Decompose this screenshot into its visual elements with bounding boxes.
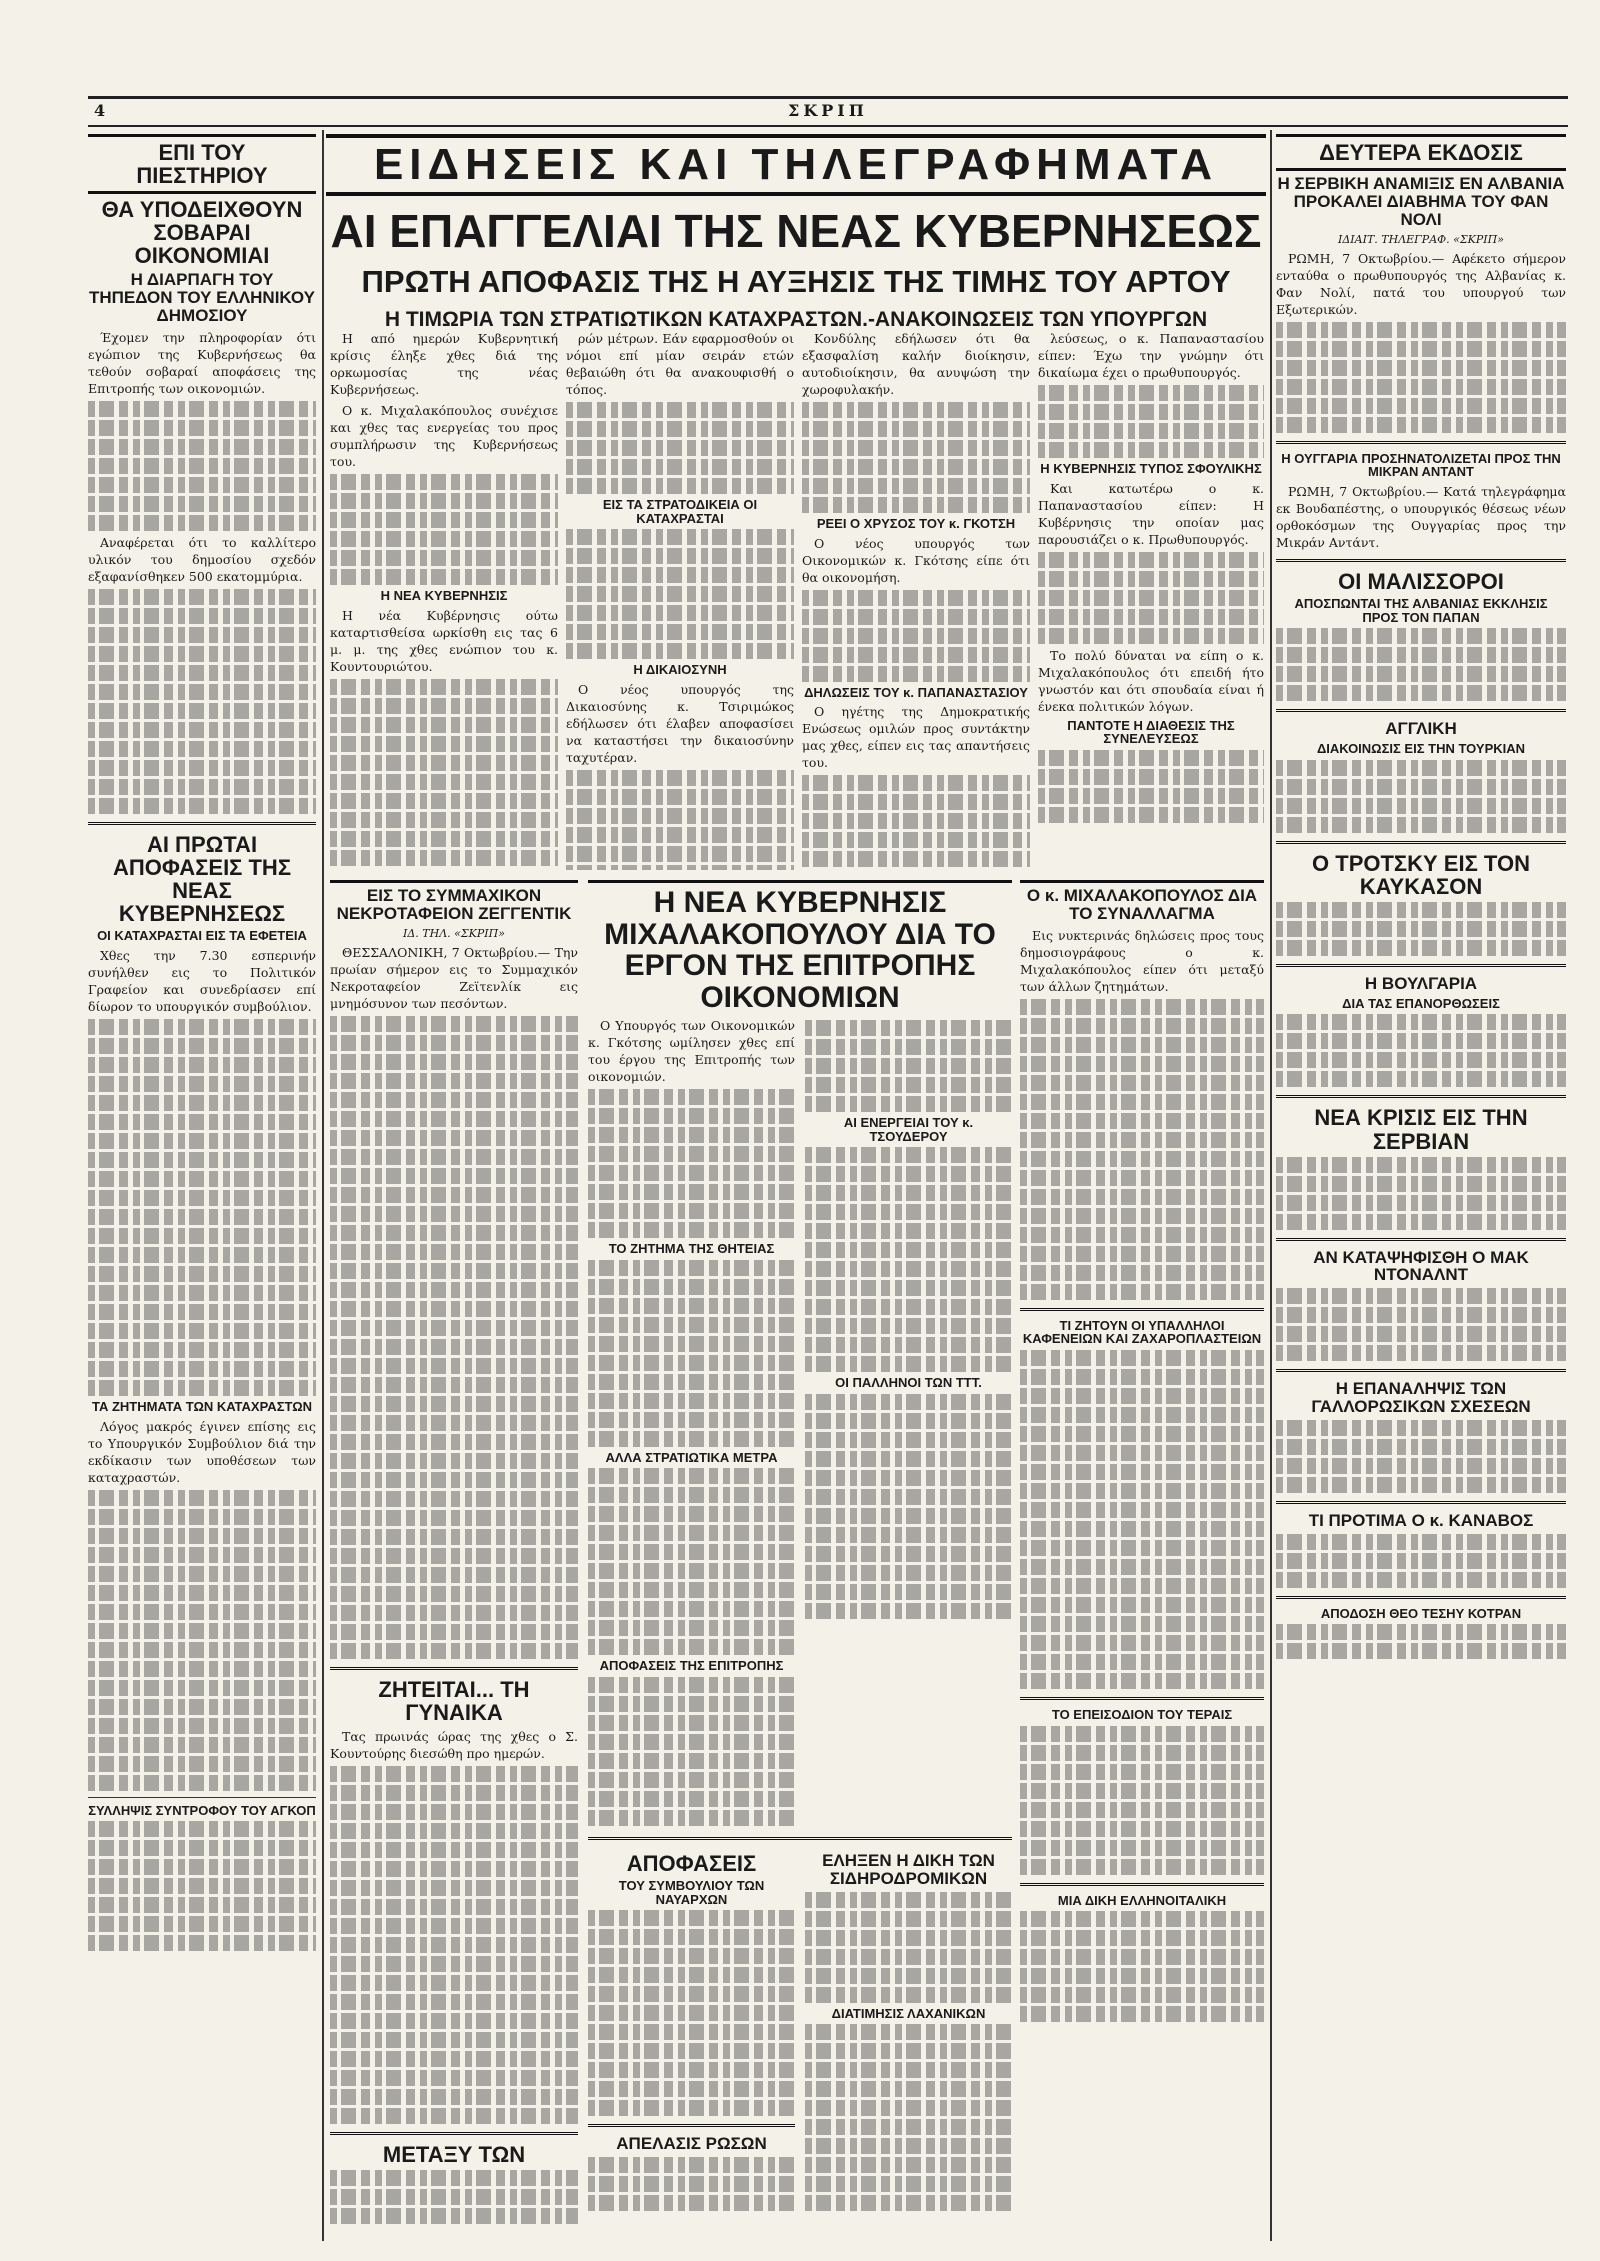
divider [1276,841,1566,844]
divider [588,2124,795,2127]
divider [1276,1596,1566,1599]
text-filler [1276,760,1566,833]
center-col3 [802,330,1030,870]
text-filler [805,1147,1012,1372]
right-title-4: ΑΓΓΛΙΚΗ [1385,719,1457,739]
center-col4 [1038,330,1264,870]
left-kicker: ΕΠΙ ΤΟΥ ΠΙΕΣΤΗΡΙΟΥ [88,134,316,194]
text-filler [566,529,794,659]
left-sub-2: ΟΙ ΚΑΤΑΧΡΑΣΤΑΙ ΕΙΣ ΤΑ ΕΦΕΤΕΙΑ [97,928,307,944]
center-left-column [330,330,558,870]
center-right-column [566,330,794,870]
column-rule [1270,130,1272,2241]
article-title: ΖΗΤΕΙΤΑΙ... ΤΗ ΓΥΝΑΙΚΑ [378,1676,530,1725]
article-title: ΤΟ ΕΠΕΙΣΟΔΙΟΝ ΤΟΥ ΤΕΡΑΙΣ [1051,1706,1233,1722]
article-subhead: Η ΝΕΑ ΚΥΒΕΡΝΗΣΙΣ [380,588,508,603]
text-filler [588,1260,795,1447]
divider [1020,1697,1264,1700]
text-filler [566,402,794,494]
article-paragraph: Και κατωτέρω ο κ. Παπαναστασίου είπεν: Η Κυβέρνησις την οποίαν μας παρουσιάζει ο κ. Πρωθυπουργός. [1038,480,1264,547]
text-filler [805,2024,1012,2211]
text-filler [588,1910,795,2116]
right-title-6: Η ΒΟΥΛΓΑΡΙΑ [1364,973,1478,993]
right-title-2: Η ΟΥΓΓΑΡΙΑ ΠΡΟΣΗΝΑΤΟΛΙΖΕΤΑΙ ΠΡΟΣ ΤΗΝ ΜΙΚΡΑΝ ΑΝΤΑΝΤ [1281,450,1561,480]
divider [1020,1308,1264,1311]
divider [88,1797,316,1798]
text-filler [330,1766,578,2124]
article-title: ΑΠΟΦΑΣΕΙΣ [626,1850,757,1876]
main-subhead: ΠΡΩΤΗ ΑΠΟΦΑΣΙΣ ΤΗΣ Η ΑΥΞΗΣΙΣ ΤΗΣ ΤΙΜΗΣ ΤΟΥ ΑΡΤΟΥ [361,264,1231,299]
text-filler [330,2170,578,2224]
article-paragraph: λεύσεως, ο κ. Παπαναστασίου είπεν: Έχω την γνώμην ότι δικαίωμα έχει ο πρωθυπουργός. [1038,331,1264,380]
section-title: ΕΙΔΗΣΕΙΣ ΚΑΙ ΤΗΛΕΓΡΑΦΗΜΑΤΑ [326,134,1266,196]
left-paragraph: Λόγος μακρός έγινεν επίσης εις το Υπουργικόν Συμβούλιον διά την εκδίκασιν των υποθέσεων των καταχραστών. [88,1418,316,1485]
article-paragraph: Η νέα Κυβέρνησις ούτω καταρτισθείσα ωρκίσθη εις τας 6 μ. μ. της χθες ενώπιον του κ. Κουντουριώτου. [330,607,558,674]
page-header-rule [88,96,1568,127]
left-sub-3: ΤΑ ΖΗΤΗΜΑΤΑ ΤΩΝ ΚΑΤΑΧΡΑΣΤΩΝ [91,1399,313,1415]
left-paragraph: Έχομεν την πληροφορίαν ότι εγώπιον της Κυβερνήσεως θα τεθούν σοβαραί αποφάσεις της Επιτροπής των οικονομιών. [88,330,316,396]
article-subhead: ΑΛΛΑ ΣΤΡΑΤΙΩΤΙΚΑ ΜΕΤΡΑ [605,1449,778,1465]
divider [88,822,316,825]
text-filler [1276,1420,1566,1493]
text-filler [1276,322,1566,433]
article-subhead: ΔΗΛΩΣΕΙΣ ΤΟΥ κ. ΠΑΠΑΝΑΣΤΑΣΙΟΥ [804,684,1028,700]
article-title: ΑΠΕΛΑΣΙΣ ΡΩΣΩΝ [616,2134,767,2154]
page-number: 4 [94,101,106,120]
article-paragraph: Κονδύλης εδήλωσεν ότι θα εξασφαλίση καλήν διοίκησιν, αυτοδιοίκησιν, θα ανυψώση την χωροφυλακήν. [802,331,1030,397]
right-sub-4: ΔΙΑΚΟΙΝΩΣΙΣ ΕΙΣ ΤΗΝ ΤΟΥΡΚΙΑΝ [1316,741,1526,757]
article-subhead: ΠΑΝΤΟΤΕ Η ΔΙΑΘΕΣΙΣ ΤΗΣ ΣΥΝΕΛΕΥΣΕΩΣ [1067,717,1235,747]
article-paragraph: Ο κ. Μιχαλακόπουλος συνέχισε και χθες τας ενεργείας του προς συμπλήρωσιν της Κυβερνήσεως του. [330,403,558,469]
left-subtitle: Η ΔΙΑΡΠΑΓΗ ΤΟΥ ΤΗΠΕΔΟΝ ΤΟΥ ΕΛΛΗΝΙΚΟΥ ΔΗΜΟΣΙΟΥ [88,270,316,326]
main-deck: Η ΤΙΜΩΡΙΑ ΤΩΝ ΣΤΡΑΤΙΩΤΙΚΩΝ ΚΑΤΑΧΡΑΣΤΩΝ.-ΑΝΑΚΟΙΝΩΣΕΙΣ ΤΩΝ ΥΠΟΥΡΓΩΝ [384,308,1208,331]
text-filler [88,401,316,531]
text-filler [1020,1911,1264,2022]
main-headline: ΑΙ ΕΠΑΓΓΕΛΙΑΙ ΤΗΣ ΝΕΑΣ ΚΥΒΕΡΝΗΣΕΩΣ [330,205,1262,257]
article-subhead: ΑΙ ΕΝΕΡΓΕΙΑΙ ΤΟΥ κ. ΤΣΟΥΔΕΡΟΥ [843,1115,974,1144]
article-paragraph: Το πολύ δύναται να είπη ο κ. Μιχαλακόπουλος ότι επειδή ήτο γνωστόν και ότι σπουδαία είναι ή ένεκα πολιτικών λόγων. [1038,647,1264,714]
text-filler [566,770,794,870]
right-sub-6: ΔΙΑ ΤΑΣ ΕΠΑΝΟΡΘΩΣΕΙΣ [1342,995,1500,1011]
text-filler [330,474,558,585]
article-paragraph: Ο νέος υπουργός των Οικονομικών κ. Γκότσης είπε ότι θα οικονομήση. [802,535,1030,585]
article-subhead: ΤΟ ΖΗΤΗΜΑ ΤΗΣ ΘΗΤΕΙΑΣ [608,1241,775,1256]
text-filler [1038,552,1264,644]
text-filler [805,1394,1012,1619]
source-line: ΙΔΙΑΙΤ. ΤΗΛΕΓΡΑΦ. «ΣΚΡΙΠ» [1338,232,1504,246]
divider [1276,964,1566,967]
lower-col-c [1020,880,1264,2243]
left-paragraph: Αναφέρεται ότι το καλλίτερο υλικόν του δημοσίου σχεδόν εξαφανίσθηκεν 500 εκατομμύρια. [88,535,316,584]
text-filler [88,589,316,814]
right-sub-3: ΑΠΟΣΠΩΝΤΑΙ ΤΗΣ ΑΛΒΑΝΙΑΣ ΕΚΚΛΗΣΙΣ ΠΡΟΣ ΤΟΝ ΠΑΠΑΝ [1294,596,1548,625]
text-filler [1276,1534,1566,1588]
right-column [1276,130,1566,2241]
text-filler [88,1821,316,1951]
front-banner [326,134,1266,332]
text-filler [88,1019,316,1396]
right-title-3: ΟΙ ΜΑΛΙΣΣΟΡΟΙ [1338,568,1504,594]
text-filler [802,775,1030,870]
text-filler [588,1468,795,1655]
text-filler [1276,628,1566,701]
divider [588,1837,1012,1840]
divider [330,1667,578,1670]
article-subhead: Η ΚΥΒΕΡΝΗΣΙΣ ΤΥΠΟΣ ΣΦΟΥΛΙΚΗΣ [1040,461,1262,476]
article-subhead: ΕΙΣ ΤΑ ΣΤΡΑΤΟΔΙΚΕΙΑ ΟΙ ΚΑΤΑΧΡΑΣΤΑΙ [602,497,758,526]
text-filler [805,1892,1012,2003]
text-filler [1276,1157,1566,1230]
article-paragraph: ρών μέτρων. Εάν εφαρμοσθούν οι νόμοι επί μίαν σειράν ετών θεβαιώθη ότι θα ανακουφισθή ο τόπος. [566,331,794,397]
text-filler [1020,1350,1264,1689]
article-title: Ο κ. ΜΙΧΑΛΑΚΟΠΟΥΛΟΣ ΔΙΑ ΤΟ ΣΥΝΑΛΛΑΓΜΑ [1026,886,1258,923]
text-filler [588,1089,795,1238]
text-filler [805,1020,1012,1112]
article-paragraph: Τας πρωινάς ώρας της χθες ο Σ. Κουντούρης διεσώθη προ ημερών. [330,1728,578,1761]
divider [1276,1501,1566,1504]
article-subhead: ΔΙΑΤΙΜΗΣΙΣ ΛΑΧΑΝΙΚΩΝ [831,2005,986,2021]
article-title: ΕΛΗΞΕΝ Η ΔΙΚΗ ΤΩΝ ΣΙΔΗΡΟΔΡΟΜΙΚΩΝ [822,1850,995,1888]
divider [1276,441,1566,444]
right-title-11: ΑΠΟΔΟΣΗ ΘΕΟ ΤΕΣΗΥ ΚΟΤΡΑΝ [1320,1605,1522,1621]
article-title: ΕΙΣ ΤΟ ΣΥΜΜΑΧΙΚΟΝ ΝΕΚΡΟΤΑΦΕΙΟΝ ΖΕΓΓΕΝΤΙΚ [336,886,572,923]
paper-name: ΣΚΡΙΠ [788,101,868,120]
text-filler [1020,999,1264,1300]
right-title: Η ΣΕΡΒΙΚΗ ΑΝΑΜΙΞΙΣ ΕΝ ΑΛΒΑΝΙΑ ΠΡΟΚΑΛΕΙ ΔΙΑΒΗΜΑ ΤΟΥ ΦΑΝ ΝΟΛΙ [1277,174,1565,229]
right-title-7: ΝΕΑ ΚΡΙΣΙΣ ΕΙΣ ΤΗΝ ΣΕΡΒΙΑΝ [1314,1105,1528,1154]
article-paragraph: Ο Υπουργός των Οικονομικών κ. Γκότσης ωμίλησεν χθες επί του έργου της Επιτροπής των οικονομιών. [588,1018,795,1084]
divider [1276,1369,1566,1372]
right-title-9: Η ΕΠΑΝΑΛΗΨΙΣ ΤΩΝ ΓΑΛΛΟΡΩΣΙΚΩΝ ΣΧΕΣΕΩΝ [1311,1379,1531,1417]
text-filler [1038,750,1264,823]
divider [1276,1238,1566,1241]
article-subhead: ΤΟΥ ΣΥΜΒΟΥΛΙΟΥ ΤΩΝ ΝΑΥΑΡΧΩΝ [618,1878,765,1907]
right-title-10: ΤΙ ΠΡΟΤΙΜΑ Ο κ. ΚΑΝΑΒΟΣ [1308,1511,1534,1530]
article-subhead: ΡΕΕΙ Ο ΧΡΥΣΟΣ ΤΟΥ κ. ΓΚΟΤΣΗ [816,516,1016,531]
article-title: ΜΕΤΑΞΥ ΤΩΝ [382,2141,526,2167]
text-filler [330,679,558,866]
left-title: ΘΑ ΥΠΟΔΕΙΧΘΟΥΝ ΣΟΒΑΡΑΙ ΟΙΚΟΝΟΜΙΑΙ [101,197,303,269]
divider [1276,709,1566,712]
article-paragraph: Εις νυκτερινάς δηλώσεις προς τους δημοσιογράφους ο κ. Μιχαλακόπουλος είπεν ότι μεταξύ των άλλων ζητημάτων. [1020,927,1264,994]
text-filler [1276,902,1566,956]
text-filler [802,402,1030,513]
article-title: ΜΙΑ ΔΙΚΗ ΕΛΛΗΝΟΙΤΑΛΙΚΗ [1057,1892,1227,1908]
text-filler [1020,1726,1264,1875]
divider [1020,1883,1264,1886]
divider [1276,559,1566,562]
article-paragraph: Η από ημερών Κυβερνητική κρίσις έληξε χθες διά της ορκωμοσίας της νέας Κυβερνήσεως. [330,331,558,397]
left-column [88,130,316,2241]
article-subhead: Η ΔΙΚΑΙΟΣΥΝΗ [633,662,727,678]
source-line: ΙΔ. ΤΗΛ. «ΣΚΡΙΠ» [403,926,505,940]
divider [1276,1095,1566,1098]
text-filler [588,1677,795,1826]
right-kicker: ΔΕΥΤΕΡΑ ΕΚΔΟΣΙΣ [1276,134,1566,171]
lower-col-b [588,880,1012,2243]
text-filler [1276,1288,1566,1361]
text-filler [330,1016,578,1659]
left-sub-4: ΣΥΛΛΗΨΙΣ ΣΥΝΤΡΟΦΟΥ ΤΟΥ ΑΓΚΟΠ [88,1802,316,1818]
text-filler [88,1490,316,1791]
text-filler [1276,1624,1566,1659]
text-filler [802,590,1030,682]
text-filler [1038,385,1264,458]
text-filler [588,2157,795,2211]
right-title-8: ΑΝ ΚΑΤΑΨΗΦΙΣΘΗ Ο ΜΑΚ ΝΤΟΝΑΛΝΤ [1313,1247,1529,1285]
article-title: Η ΝΕΑ ΚΥΒΕΡΝΗΣΙΣ ΜΙΧΑΛΑΚΟΠΟΥΛΟΥ ΔΙΑ ΤΟ ΕΡΓΟΝ ΤΗΣ ΕΠΙΤΡΟΠΗΣ ΟΙΚΟΝΟΜΙΩΝ [604,886,996,1014]
article-paragraph: ΘΕΣΣΑΛΟΝΙΚΗ, 7 Οκτωβρίου.— Την πρωίαν σήμερον εις το Συμμαχικόν Νεκροταφείον Ζεϊτενλίκ εις μνημόσυνον των πεσόντων. [330,944,578,1011]
article-paragraph: ΡΩΜΗ, 7 Οκτωβρίου.— Κατά τηλεγράφημα εκ Βουδαπέστης, ο υπουργικός θέσεως νέων ορθοκόσμων της Ουγγαρίας προς την Μικράν Αντάντ. [1276,483,1566,550]
article-paragraph: Ο νέος υπουργός της Δικαιοσύνης κ. Τσιριμώκος εδήλωσεν ότι έλαβεν αποφασίσει να καταστήσει την δικαιοσύνην ταχυτέραν. [566,681,794,765]
column-rule [322,130,324,2241]
right-title-5: Ο ΤΡΟΤΣΚΥ ΕΙΣ ΤΟΝ ΚΑΥΚΑΣΟΝ [1312,850,1530,899]
left-title-2: ΑΙ ΠΡΩΤΑΙ ΑΠΟΦΑΣΕΙΣ ΤΗΣ ΝΕΑΣ ΚΥΒΕΡΝΗΣΕΩΣ [112,832,292,927]
article-title: ΤΙ ΖΗΤΟΥΝ ΟΙ ΥΠΑΛΛΗΛΟΙ ΚΑΦΕΝΕΙΩΝ ΚΑΙ ΖΑΧΑΡΟΠΛΑΣΤΕΙΩΝ [1022,1317,1262,1347]
text-filler [1276,1014,1566,1087]
divider [330,2132,578,2135]
lower-col-a [330,880,578,2243]
article-paragraph: Ο ηγέτης της Δημοκρατικής Ενώσεως ομιλών προς συντάκτην μας χθες, είπεν εις τας απαντήσεις του. [802,704,1030,771]
left-paragraph: Χθες την 7.30 εσπερινήν συνήλθεν εις το Πολιτικόν Γραφείον και συνεδρίασεν επί δίωρον το υπουργικόν συμβούλιον. [88,948,316,1015]
article-subhead: ΑΠΟΦΑΣΕΙΣ ΤΗΣ ΕΠΙΤΡΟΠΗΣ [599,1658,784,1674]
article-subhead: ΟΙ ΠΑΛΛΗΝΟΙ ΤΩΝ ΤΤΤ. [835,1375,982,1391]
article-paragraph: ΡΩΜΗ, 7 Οκτωβρίου.— Αφέκετο σήμερον ενταύθα ο πρωθυπουργός της Αλβανίας κ. Φαν Νολί, πατά του υπουργού των Εξωτερικών. [1276,250,1566,317]
